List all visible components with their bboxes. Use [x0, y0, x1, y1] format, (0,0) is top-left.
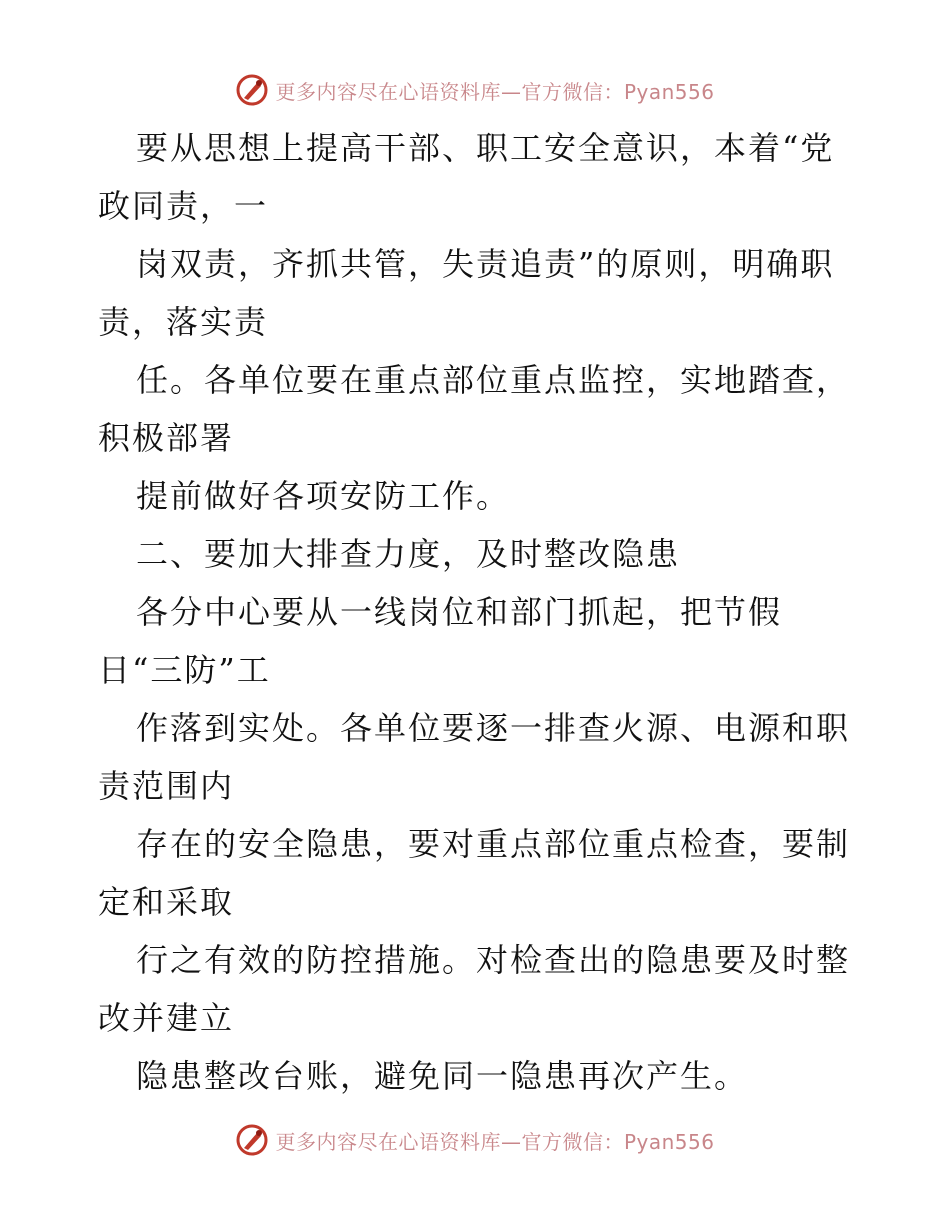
text-line-6: 积极部署: [98, 419, 235, 457]
section-heading: 二、要加大排查力度，及时整改隐患: [136, 535, 681, 573]
text-line-16: 改并建立: [98, 999, 235, 1037]
text-line-13: 存在的安全隐患，要对重点部位重点检查，要制: [136, 825, 851, 863]
pen-logo-icon: [235, 73, 269, 107]
text-line-12: 责范围内: [98, 767, 235, 805]
text-line-10: 日“三防”工: [98, 651, 271, 689]
text-line-3: 岗双责，齐抓共管，失责追责”的原则，明确职: [136, 245, 835, 283]
text-line-7: 提前做好各项安防工作。: [136, 477, 511, 515]
text-line-2: 政同责，一: [98, 187, 269, 225]
text-line-15: 行之有效的防控措施。对检查出的隐患要及时整: [136, 941, 851, 979]
pen-logo-icon: [235, 1123, 269, 1157]
text-line-5: 任。各单位要在重点部位重点监控，实地踏查，: [136, 361, 851, 399]
footer-watermark: [0, 1120, 950, 1160]
header-watermark: [0, 70, 950, 110]
footer-watermark-text: 更多内容尽在心语资料库—官方微信：Pyan556: [275, 1129, 715, 1154]
text-line-14: 定和采取: [98, 883, 235, 921]
text-line-11: 作落到实处。各单位要逐一排查火源、电源和职: [136, 709, 851, 747]
text-line-9: 各分中心要从一线岗位和部门抓起，把节假: [136, 593, 783, 631]
text-line-1: 要从思想上提高干部、职工安全意识，本着“党: [136, 129, 835, 167]
header-watermark-text: 更多内容尽在心语资料库—官方微信：Pyan556: [275, 79, 715, 104]
text-line-4: 责，落实责: [98, 303, 269, 341]
text-line-17: 隐患整改台账，避免同一隐患再次产生。: [136, 1057, 749, 1095]
